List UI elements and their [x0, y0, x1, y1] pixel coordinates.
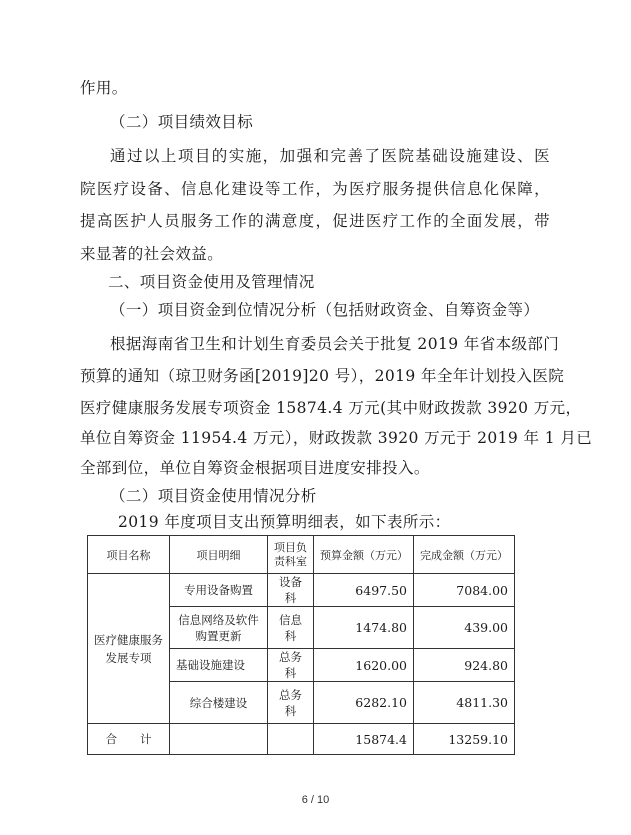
dept-cell: 总务科	[268, 649, 314, 682]
arrival-line-4: 单位自筹资金 11954.4 万元），财政拨款 3920 万元于 2019 年 1 月已	[80, 429, 593, 447]
heading-section-2: 二、项目资金使用及管理情况	[108, 273, 315, 291]
budget-cell: 1474.80	[314, 607, 414, 649]
header-budget: 预算金额（万元）	[314, 536, 414, 574]
total-completed-cell: 13259.10	[414, 724, 515, 755]
completed-cell: 924.80	[414, 649, 515, 682]
budget-cell: 6497.50	[314, 574, 414, 607]
empty-cell	[268, 724, 314, 755]
page-number: 6 / 10	[301, 794, 330, 806]
header-project-detail: 项目明细	[170, 536, 268, 574]
header-project-name: 项目名称	[88, 536, 170, 574]
detail-cell: 专用设备购置	[170, 574, 268, 607]
perf-line-3: 提高医护人员服务工作的满意度，促进医疗工作的全面发展，带	[80, 212, 550, 230]
arrival-line-5: 全部到位，单位自筹资金根据项目进度安排投入。	[80, 459, 430, 477]
perf-line-4: 来显著的社会效益。	[80, 245, 224, 263]
paragraph-tail: 作用。	[80, 79, 128, 97]
heading-funds-arrival: （一）项目资金到位情况分析（包括财政资金、自筹资金等）	[110, 301, 540, 319]
header-completed: 完成金额（万元）	[414, 536, 515, 574]
completed-cell: 4811.30	[414, 682, 515, 724]
heading-performance-goals: （二）项目绩效目标	[110, 113, 254, 131]
project-name-cell: 医疗健康服务发展专项	[88, 574, 170, 724]
completed-cell: 439.00	[414, 607, 515, 649]
perf-line-2: 院医疗设备、信息化建设等工作，为医疗服务提供信息化保障，	[80, 180, 550, 198]
arrival-line-2: 预算的通知（琼卫财务函[2019]20 号），2019 年全年计划投入医院	[80, 367, 565, 385]
detail-cell: 信息网络及软件购置更新	[170, 607, 268, 649]
dept-cell: 总务科	[268, 682, 314, 724]
budget-cell: 1620.00	[314, 649, 414, 682]
table-header-row	[88, 536, 515, 574]
budget-table	[87, 535, 515, 755]
perf-line-1: 通过以上项目的实施，加强和完善了医院基础设施建设、医	[110, 147, 550, 165]
total-label-cell: 合 计	[88, 724, 170, 755]
table-intro: 2019 年度项目支出预算明细表，如下表所示：	[118, 513, 451, 531]
heading-funds-usage: （二）项目资金使用情况分析	[110, 487, 317, 505]
arrival-line-3: 医疗健康服务发展专项资金 15874.4 万元(其中财政拨款 3920 万元，	[80, 399, 582, 417]
detail-cell: 综合楼建设	[170, 682, 268, 724]
detail-cell: 基础设施建设	[170, 649, 268, 682]
total-budget-cell: 15874.4	[314, 724, 414, 755]
header-dept: 项目负责科室	[268, 536, 314, 574]
dept-cell: 信息科	[268, 607, 314, 649]
arrival-line-1: 根据海南省卫生和计划生育委员会关于批复 2019 年省本级部门	[110, 335, 560, 353]
table-row	[88, 574, 515, 607]
dept-cell: 设备科	[268, 574, 314, 607]
completed-cell: 7084.00	[414, 574, 515, 607]
table-total-row	[88, 724, 515, 755]
empty-cell	[170, 724, 268, 755]
budget-cell: 6282.10	[314, 682, 414, 724]
